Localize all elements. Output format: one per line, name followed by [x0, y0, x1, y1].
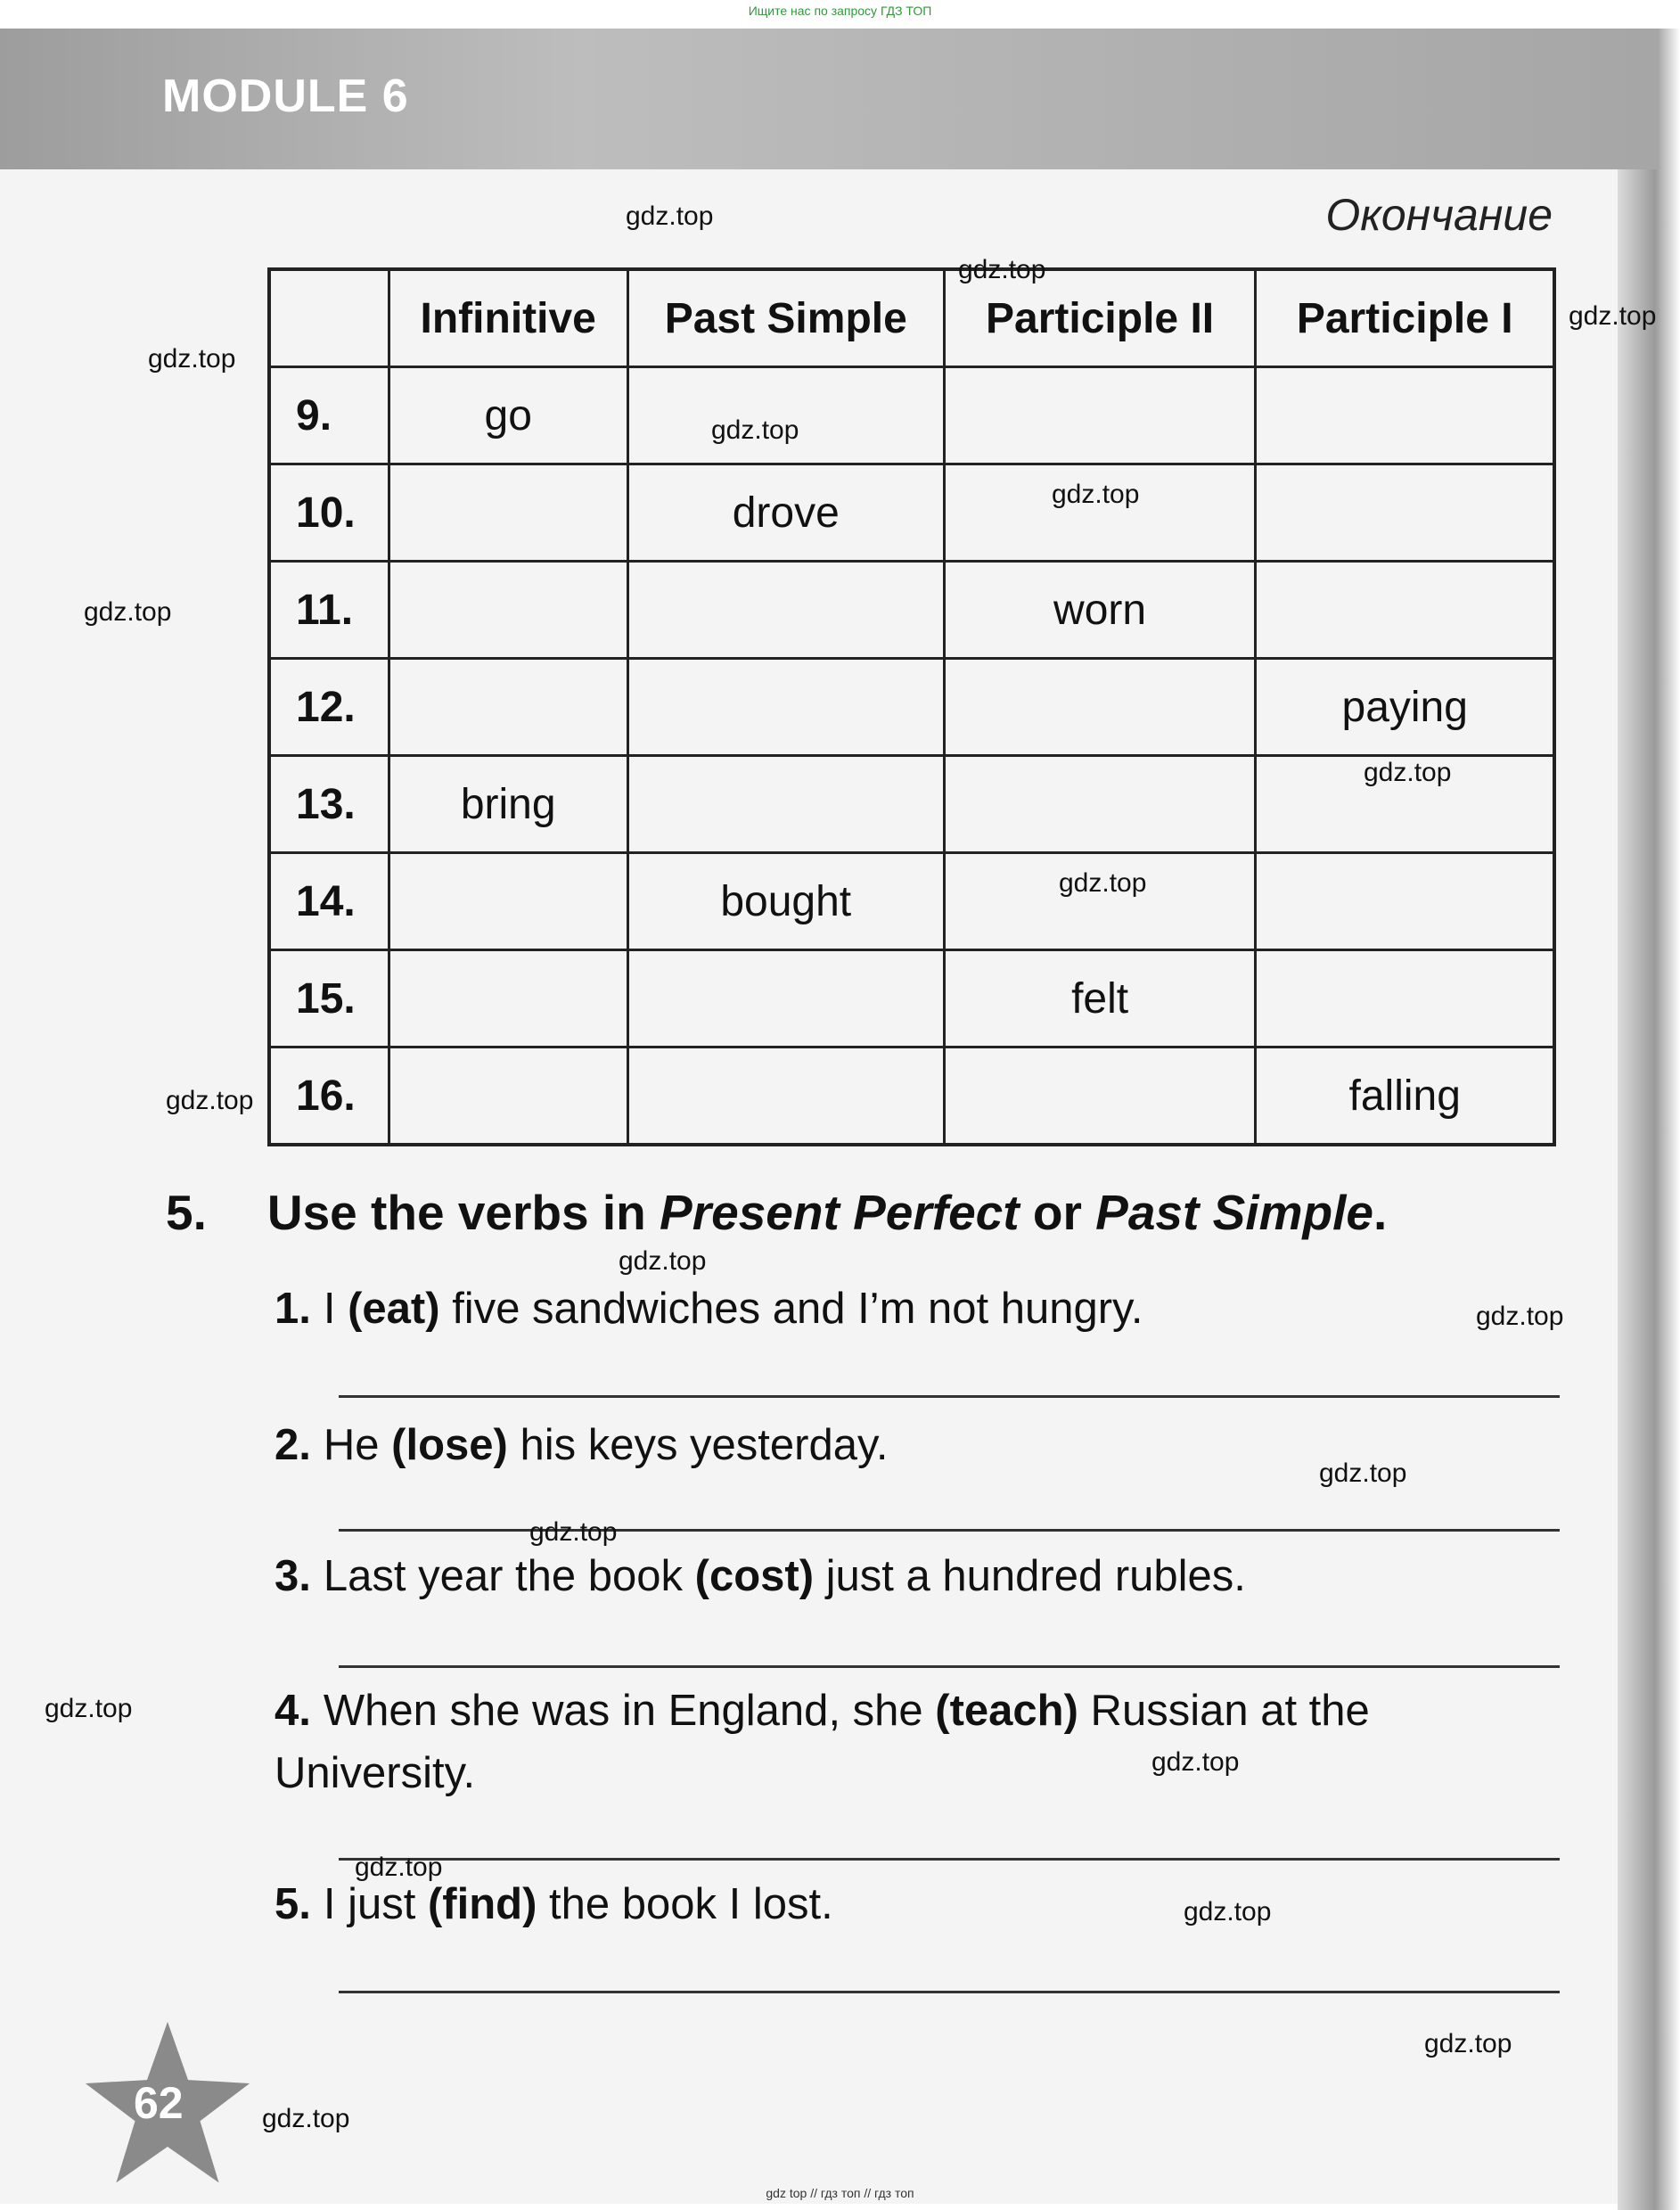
watermark: gdz.top	[958, 255, 1046, 284]
exercise-item	[275, 1680, 1370, 1804]
item-verb: (cost)	[694, 1552, 815, 1600]
cell-infinitive[interactable]	[389, 562, 627, 659]
cell-infinitive[interactable]: bring	[389, 756, 627, 853]
top-note: Ищите нас по запросу ГДЗ ТОП	[748, 4, 932, 18]
table-row	[269, 464, 1554, 562]
watermark: gdz.top	[355, 1853, 443, 1882]
cell-participle-ii[interactable]	[944, 853, 1256, 950]
answer-line[interactable]	[339, 1395, 1560, 1398]
watermark: gdz.top	[262, 2104, 350, 2133]
item-text: the book I lost.	[537, 1880, 833, 1928]
cell-past-simple[interactable]	[627, 950, 944, 1047]
watermark: gdz.top	[45, 1694, 133, 1723]
row-number: 12.	[269, 659, 389, 756]
cell-infinitive[interactable]	[389, 950, 627, 1047]
watermark: gdz.top	[711, 415, 799, 445]
watermark: gdz.top	[1319, 1458, 1407, 1488]
exercise-title-tense: Present Perfect	[660, 1185, 1020, 1240]
watermark: gdz.top	[626, 201, 714, 231]
answer-line[interactable]	[339, 1991, 1560, 1993]
item-text: When she was in England, she	[323, 1687, 936, 1735]
exercise-item	[275, 1420, 888, 1470]
item-number: 2.	[275, 1421, 311, 1469]
row-number: 13.	[269, 756, 389, 853]
item-text: I just	[323, 1880, 428, 1928]
watermark: gdz.top	[1364, 758, 1452, 787]
answer-line[interactable]	[339, 1665, 1560, 1668]
row-number: 11.	[269, 562, 389, 659]
item-number: 3.	[275, 1552, 311, 1600]
table-row	[269, 562, 1554, 659]
watermark: gdz.top	[148, 344, 236, 374]
item-number: 5.	[275, 1880, 311, 1928]
item-number: 1.	[275, 1285, 311, 1333]
cell-participle-ii[interactable]	[944, 464, 1256, 562]
cell-participle-ii[interactable]	[944, 367, 1256, 464]
header-infinitive: Infinitive	[389, 269, 627, 367]
watermark: gdz.top	[1476, 1302, 1564, 1331]
cell-past-simple[interactable]	[627, 756, 944, 853]
watermark: gdz.top	[166, 1086, 254, 1115]
exercise-title-part: or	[1019, 1185, 1096, 1240]
cell-infinitive[interactable]	[389, 464, 627, 562]
row-number: 9.	[269, 367, 389, 464]
cell-participle-i[interactable]	[1256, 367, 1554, 464]
cell-participle-ii[interactable]	[944, 1047, 1256, 1146]
watermark: gdz.top	[619, 1246, 707, 1276]
exercise-title	[166, 1184, 1387, 1241]
continuation-label: Окончание	[1325, 190, 1553, 240]
module-title: MODULE 6	[162, 70, 409, 122]
page-edge-shadow	[1618, 29, 1680, 2210]
cell-past-simple[interactable]: drove	[627, 464, 944, 562]
cell-participle-i[interactable]	[1256, 853, 1554, 950]
table-row	[269, 950, 1554, 1047]
exercise-title-part: .	[1373, 1185, 1388, 1240]
item-verb: (find)	[427, 1880, 537, 1928]
exercise-number: 5.	[166, 1185, 207, 1240]
cell-infinitive[interactable]	[389, 853, 627, 950]
answer-line[interactable]	[339, 1858, 1560, 1861]
cell-infinitive[interactable]: go	[389, 367, 627, 464]
item-text: Last year the book	[323, 1552, 695, 1600]
page-number: 62	[134, 2078, 184, 2128]
cell-participle-i[interactable]	[1256, 562, 1554, 659]
item-text-line2: University.	[275, 1749, 476, 1797]
exercise-item	[275, 1551, 1246, 1601]
table-row	[269, 367, 1554, 464]
cell-participle-ii[interactable]	[944, 756, 1256, 853]
cell-participle-i[interactable]: paying	[1256, 659, 1554, 756]
item-text: just a hundred rubles.	[814, 1552, 1246, 1600]
row-number: 14.	[269, 853, 389, 950]
watermark: gdz.top	[529, 1517, 618, 1547]
cell-participle-ii[interactable]: worn	[944, 562, 1256, 659]
verb-forms-table	[267, 267, 1556, 1146]
row-number: 16.	[269, 1047, 389, 1146]
cell-infinitive[interactable]	[389, 659, 627, 756]
header-participle-i: Participle I	[1256, 269, 1554, 367]
answer-line[interactable]	[339, 1529, 1560, 1532]
watermark: gdz.top	[1151, 1747, 1240, 1777]
row-number: 10.	[269, 464, 389, 562]
item-text: He	[323, 1421, 392, 1469]
exercise-title-tense: Past Simple	[1095, 1185, 1373, 1240]
table-row	[269, 853, 1554, 950]
watermark: gdz.top	[1569, 301, 1657, 331]
cell-infinitive[interactable]	[389, 1047, 627, 1146]
cell-participle-ii[interactable]: felt	[944, 950, 1256, 1047]
item-text: his keys yesterday.	[507, 1421, 889, 1469]
header-past-simple: Past Simple	[627, 269, 944, 367]
cell-participle-i[interactable]	[1256, 950, 1554, 1047]
cell-past-simple[interactable]	[627, 1047, 944, 1146]
table-row	[269, 1047, 1554, 1146]
item-text: Russian at the	[1078, 1687, 1370, 1735]
watermark: gdz.top	[1052, 480, 1140, 509]
cell-past-simple[interactable]	[627, 562, 944, 659]
cell-participle-i[interactable]: falling	[1256, 1047, 1554, 1146]
item-verb: (eat)	[348, 1285, 440, 1333]
item-verb: (teach)	[935, 1687, 1078, 1735]
exercise-item	[275, 1284, 1143, 1334]
item-number: 4.	[275, 1687, 311, 1735]
exercise-item	[275, 1879, 833, 1929]
cell-past-simple[interactable]	[627, 659, 944, 756]
item-text: I	[323, 1285, 348, 1333]
header-participle-ii: Participle II	[944, 269, 1256, 367]
table-row	[269, 659, 1554, 756]
table-row	[269, 756, 1554, 853]
watermark: gdz.top	[1059, 868, 1147, 898]
watermark: gdz.top	[1424, 2029, 1512, 2058]
empty-header-cell	[269, 269, 389, 367]
watermark: gdz.top	[84, 597, 172, 627]
watermark: gdz.top	[1184, 1897, 1272, 1927]
bottom-note: gdz top // гдз топ // гдз топ	[766, 2186, 914, 2200]
item-verb: (lose)	[391, 1421, 508, 1469]
cell-past-simple[interactable]: bought	[627, 853, 944, 950]
cell-participle-i[interactable]	[1256, 464, 1554, 562]
cell-participle-ii[interactable]	[944, 659, 1256, 756]
row-number: 15.	[269, 950, 389, 1047]
table-header-row	[269, 269, 1554, 367]
exercise-title-part: Use the verbs in	[266, 1185, 660, 1240]
item-text: five sandwiches and I’m not hungry.	[439, 1285, 1143, 1333]
